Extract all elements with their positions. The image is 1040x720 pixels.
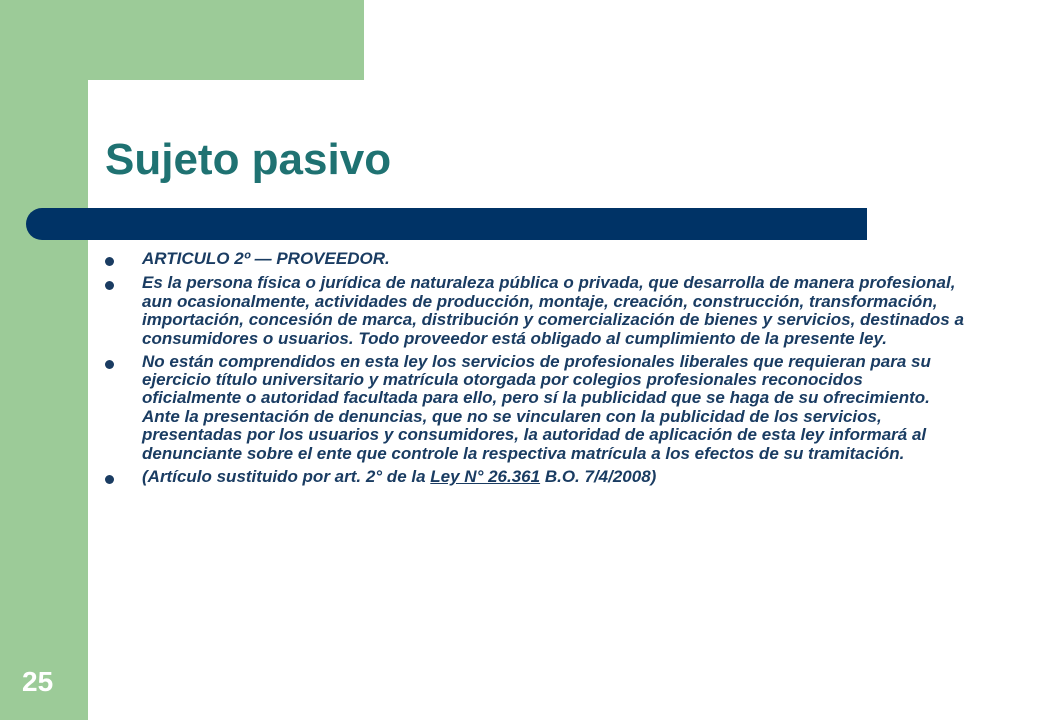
- bullet-text: ARTICULO 2º — PROVEEDOR.: [142, 249, 390, 268]
- bullet-text: Es la persona física o jurídica de naturaleza pública o privada, que desarrolla de manera profesional, aun ocasionalmente, actividades de producción, montaje, creación, construcción, transformación, importación, concesión de marca, distribución y comercialización de bienes y servicios, destinados a consumidores o usuarios. Todo proveedor está obligado al cumplimiento de la presente ley.: [142, 273, 964, 348]
- bullet-item-exclusion: [105, 353, 965, 463]
- title-underline-bar: [26, 208, 867, 240]
- bullet-item-source: [105, 468, 965, 486]
- page-number: 25: [22, 666, 54, 697]
- bullet-dot-icon: [105, 475, 114, 484]
- bullet-text: No están comprendidos en esta ley los servicios de profesionales liberales que requieran para su ejercicio título universitario y matrícula otorgada por colegios profesionales reconocidos oficialmente o autoridad facultada para ello, pero sí la publicidad que se haga de su ofrecimiento. Ante la presentación de denuncias, que no se vincularen con la publicidad de los servicios, presentadas por los usuarios y consumidores, la autoridad de aplicación de esta ley informará al denunciante sobre el ente que controle la respectiva matrícula a los efectos de su tramitación.: [142, 351, 931, 463]
- bullet-dot-icon: [105, 281, 114, 290]
- source-prefix: (Artículo sustituido por art. 2° de la: [142, 466, 431, 486]
- bullet-item-definition: [105, 274, 965, 348]
- bullet-item-article: [105, 250, 965, 268]
- source-suffix: B.O. 7/4/2008): [540, 466, 657, 486]
- left-green-bar: [0, 0, 88, 720]
- bullet-list: [105, 250, 965, 491]
- bullet-dot-icon: [105, 257, 114, 266]
- law-link[interactable]: Ley N° 26.361: [430, 466, 541, 486]
- bullet-dot-icon: [105, 360, 114, 369]
- slide-title: Sujeto pasivo: [105, 135, 392, 184]
- top-green-block: [0, 0, 364, 80]
